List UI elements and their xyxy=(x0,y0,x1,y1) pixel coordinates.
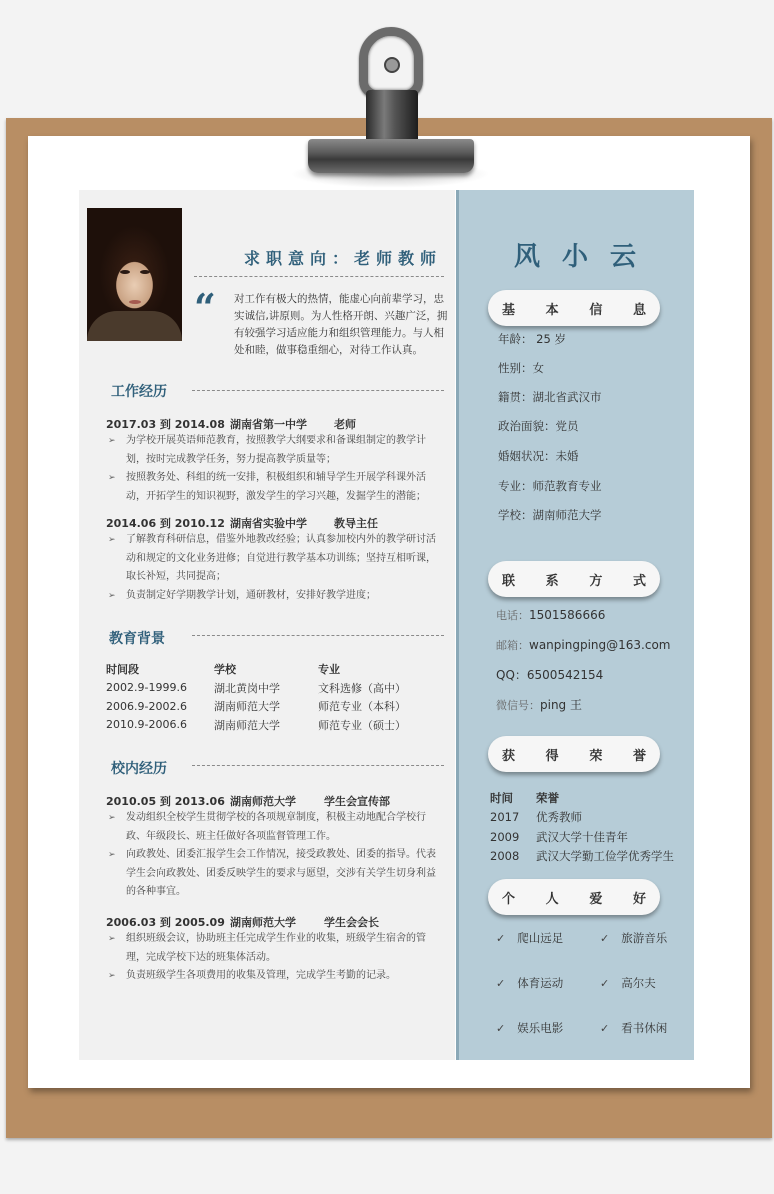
honors-table xyxy=(490,788,674,866)
clip-base xyxy=(308,139,474,173)
job-duties xyxy=(106,531,440,605)
table-header-row: 时间 荣誉 xyxy=(490,790,559,805)
quote-icon: “ xyxy=(194,285,216,330)
info-age: 年龄： 25 岁 xyxy=(498,332,566,346)
table-header-row: 时间段 学校 专业 xyxy=(106,663,340,677)
list-item: ➢ 负责制定好学期教学计划，通研教材，安排好教学进度； xyxy=(108,589,376,601)
section-pill-basic: 基 本 信 息 xyxy=(488,290,660,326)
education-divider xyxy=(192,635,444,636)
list-item: ➢ 按照教务处、科组的统一安排，积极组织和辅导学生开展学科课外活动，开拓学生的知识视野，激发学生的学习兴趣，发掘学生的潜能； xyxy=(108,472,426,502)
profile-photo xyxy=(87,208,182,341)
job-header: 2017.03 到 2014.08 湖南省第一中学 老师 xyxy=(106,418,356,431)
section-pill-hobbies: 个 人 爱 好 xyxy=(488,879,660,915)
info-gender: 性别：女 xyxy=(498,361,544,375)
table-row: 2010.9-2006.6 湖南师范大学 师范专业（硕士） xyxy=(106,718,406,732)
campus-divider xyxy=(192,765,444,766)
contact-email: 邮箱：wanpingping@163.com xyxy=(496,638,671,652)
candidate-name: 风小云 xyxy=(513,242,658,272)
job-objective: 求职意向：老师教师 xyxy=(243,249,442,268)
check-icon: ✓ xyxy=(496,932,506,945)
section-title-education: 教育背景 xyxy=(109,631,165,647)
info-major: 专业：师范教育专业 xyxy=(498,479,602,493)
check-icon: ✓ xyxy=(496,1022,506,1035)
table-row: 2017 优秀教师 xyxy=(490,810,582,825)
section-pill-contact: 联 系 方 式 xyxy=(488,561,660,597)
list-item: ➢ 了解教育科研信息，借鉴外地教改经验；认真参加校内外的教学研讨活动和规定的文化业务进修；自觉进行教学基本功训练；坚持互相听课，取长补短，共同提高； xyxy=(108,534,436,582)
list-item: ➢ 组织班级会议，协助班主任完成学生作业的收集，班级学生宿舍的管理，完成学校下达的班集体活动。 xyxy=(108,933,426,963)
job-header: 2006.03 到 2005.09 湖南师范大学 学生会会长 xyxy=(106,916,379,929)
hobby-item: ✓ 看书休闲 xyxy=(600,1021,668,1035)
job-duties xyxy=(106,432,440,506)
check-icon: ✓ xyxy=(496,977,506,990)
section-pill-honors: 获 得 荣 誉 xyxy=(488,736,660,772)
list-item: ➢ 发动组织全校学生贯彻学校的各项规章制度，积极主动地配合学校行政、年级段长、班主任做好各项监督管理工作。 xyxy=(108,812,426,842)
hobby-item: ✓ 体育运动 xyxy=(496,976,564,990)
table-row: 2006.9-2002.6 湖南师范大学 师范专业（本科） xyxy=(106,699,406,714)
education-table xyxy=(106,660,406,734)
self-introduction: 对工作有极大的热情，能虚心向前辈学习，忠实诚信,讲原则。为人性格开朗、兴趣广泛，拥有较强学习适应能力和组织管理能力。与人相处和睦，做事稳重细心，对待工作认真。 xyxy=(234,293,448,356)
table-row: 2009 武汉大学十佳青年 xyxy=(490,829,628,844)
hobby-item: ✓ 旅游音乐 xyxy=(600,931,668,945)
contact-qq: QQ：6500542154 xyxy=(496,668,604,682)
hobby-item: ✓ 爬山远足 xyxy=(496,931,564,945)
contact-phone: 电话：1501586666 xyxy=(496,608,606,622)
clip-rivet xyxy=(384,57,400,73)
table-row: 2002.9-1999.6 湖北黄岗中学 文科选修（高中） xyxy=(106,681,406,695)
check-icon: ✓ xyxy=(600,977,610,990)
section-title-campus: 校内经历 xyxy=(111,761,167,777)
info-marital: 婚姻状况：未婚 xyxy=(498,449,579,463)
list-item: ➢ 向政教处、团委汇报学生会工作情况，接受政教处、团委的指导。代表学生会向政教处、团委反映学生的要求与愿望，交涉有关学生切身利益的各种事宜。 xyxy=(108,849,436,897)
job-header: 2010.05 到 2013.06 湖南师范大学 学生会宣传部 xyxy=(106,795,390,808)
contact-wechat: 微信号：ping 王 xyxy=(496,698,582,712)
hobby-item: ✓ 高尔夫 xyxy=(600,976,656,990)
list-item: ➢ 为学校开展英语师范教育，按照教学大纲要求和备课组制定的教学计划，按时完成教学任务，努力提高教学质量等； xyxy=(108,435,426,465)
objective-divider xyxy=(194,276,444,277)
check-icon: ✓ xyxy=(600,1022,610,1035)
campus-duties xyxy=(106,809,440,902)
info-school: 学校：湖南师范大学 xyxy=(498,508,602,522)
campus-duties xyxy=(106,930,440,986)
job-header: 2014.06 到 2010.12 湖南省实验中学 教导主任 xyxy=(106,517,378,530)
clip-stem xyxy=(366,90,418,146)
hobby-item: ✓ 娱乐电影 xyxy=(496,1021,564,1035)
table-row: 2008 武汉大学勤工俭学优秀学生 xyxy=(490,849,674,864)
section-title-work: 工作经历 xyxy=(111,384,167,400)
info-politics: 政治面貌：党员 xyxy=(498,419,579,433)
work-divider xyxy=(192,390,444,391)
check-icon: ✓ xyxy=(600,932,610,945)
list-item: ➢ 负责班级学生各项费用的收集及管理，完成学生考勤的记录。 xyxy=(108,970,396,981)
info-hometown: 籍贯：湖北省武汉市 xyxy=(498,390,602,404)
